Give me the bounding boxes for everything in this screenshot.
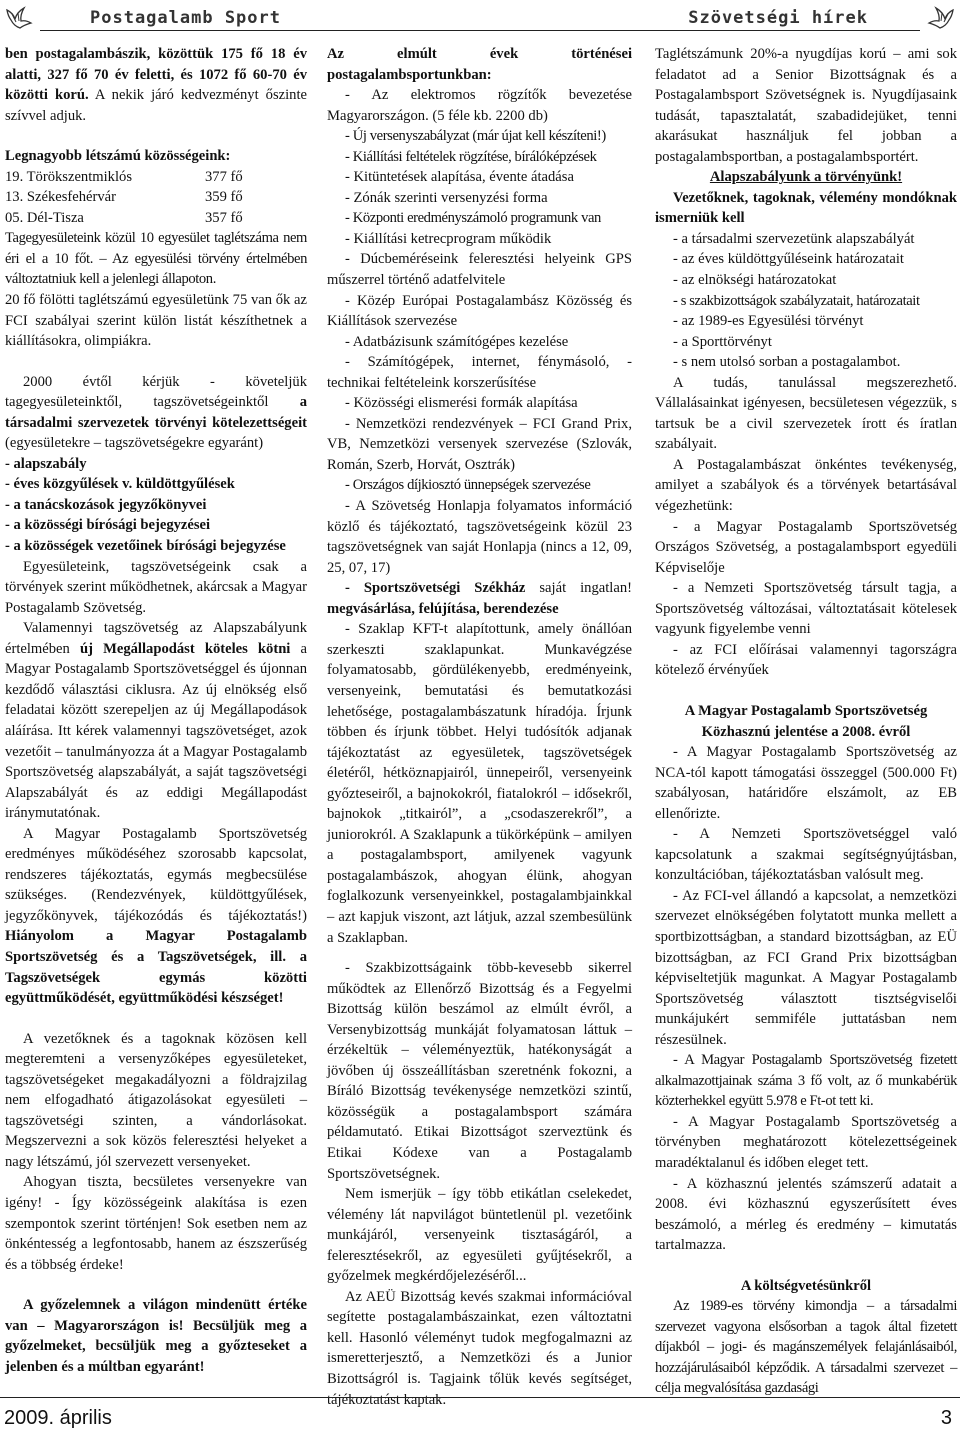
report-item: - A Magyar Postagalamb Sportszövetség fizetett alkalmazottjainak száma 3 fő volt, az ő munkabérük közterhekkel együtt 5.978 e Ft-ot tett ki. [655,1052,957,1110]
page-footer [0,1397,960,1435]
largest-communities-heading: Legnagyobb létszámú közösségeink: [5,148,231,165]
community-stat-row: 05. Dél-Tisza 357 fő [5,209,243,226]
fci-rules-item: - az FCI előírásai valamennyi tagországra kötelező érvényűek [655,641,957,679]
age-stats-text: ben postagalambászik, közöttük 175 fő 18 év alatti, 327 fő 70 év feletti, és 1072 fő 60-70 év közötti korú. [5,46,307,104]
column-1 [5,44,307,1377]
pigeon-logo-icon [4,4,34,34]
requirement-item: - a közösségi bírósági bejegyzései [5,517,211,534]
footer-rule [0,1397,960,1398]
issue-date: 2009. április [4,1407,112,1429]
committees-paragraph: - Szakbizottságaink több-kevesebb sikerrel működtek az Ellenőrző Bizottság és a Fegyelmi Bizottság külön beszámol az elmúlt évről, a Versenybizottság munkáját folyamatosan láttuk – érzékeltük – véleményeztük, hatékonyságát a jövőben új összeállításban szeretnénk fokozni, a Bíráló Bizottság tevékenysége nemzetközi szintű, közösségük a postagalambsport számára példamutató. Etikai Bizottságot szerveztünk és Etikai Kódexe van a Postagalamb Sportszövetségnek. [327,960,632,1182]
report-item: - A Magyar Postagalamb Sportszövetség az NCA-tól kapott támogatási összeggel (500.000 Ft) szabályosan, határidőre elszámolt, az EB ellenőrizte. [655,744,957,822]
sport-federation-item: - a Nemzeti Sportszövetség társult tagja, a Sportszövetség változásai, változtatásait kötelesek vagyunk figyelembe venni [655,580,957,638]
law-paragraph: Egyesületeink, tagszövetségeink csak a törvények szerint működhetnek, akárcsak a Magyar Postagalamb Szövetség. [5,558,307,616]
report-item: - A közhasznú jelentés számszerű adatait a 2008. évi közhasznú egyszerűsített éves beszámoló, a mérleg és eredmény – kimutatás tartalmazza. [655,1175,957,1254]
ethics-paragraph: Nem ismerjük – így több etikátlan cselekedet, vélemény lát napvilágot büntetlenül pl. vezetőink munkájáról, versenyeink tisztaságáról, a feleresztésekről, az egyesületi gyűjtésekről, a győzelmek megkérdőjelezéséről... [327,1186,632,1285]
event-item: - Számítógépek, internet, fénymásoló, - technikai feltételeink korszerűsítése [327,354,632,391]
event-item: - Országos díjkiosztó ünnepségek szervezése [345,477,591,494]
must-know-item: - s nem utolsó sorban a postagalambot. [673,354,901,371]
must-know-item: - az 1989-es Egyesülési törvényt [673,313,864,330]
column-3 [655,44,957,1399]
seniors-paragraph: Taglétszámunk 20%-a nyugdíjas korú – ami sok feladatot ad a Senior Bizottságnak és a Postagalambsport Szövetségnek is. Nyugdíjasaink tudását, tapasztalatát, szabadidejüket, tenni akarásukat használjuk fel jobban a postagalambsportban, a postagalambsportért. [655,46,957,165]
requirements-paragraph: 2000 évtől kérjük - követeljük tagegyesületeinktől, tagszövetségeinktől a társadalmi szervezetek törvényi kötelezettségeit (egyesületekre – tagszövetségekre egyaránt) [5,373,307,452]
event-item: - Kitüntetések alapítása, évente átadása [345,169,574,186]
magazine-title: Postagalamb Sport [90,8,281,28]
headquarters-item: - Sportszövetségi Székház saját ingatlan! megvásárlása, felújítása, berendezése [327,580,632,617]
aeu-paragraph: Az AEÜ Bizottság kevés szakmai információval segítette postagalambászainkat, ezen változtatni kell. Hasonló véleményt tudok megfogalmazni az ismeretterjesztő, a Nemzetközi és a Junior Bizottságról is. Tagjaink tőlük kevés segítséget, tájékoztatást kaptak. [327,1288,632,1408]
event-item: - A Szövetség Honlapja folyamatos információ közlő és tájékoztató, tagszövetségeink közül 23 tagszövetségnek van saját Honlapja (nincs a 12, 09, 25, 07, 17) [327,498,632,576]
page-header [0,0,960,38]
report-item: - A Nemzeti Sportszövetséggel való kapcsolatunk a szakmai segítségnyújtásban, konzultációban, tájékoztatásban valósult meg. [655,826,957,884]
budget-paragraph: Az 1989-es törvény kimondja – a társadalmi szervezet vagyona elsősorban a tagok által fizetett díjakból – jogi- és magánszemélyek felajánlásaiból, hozzájárulásaiból képződik. A társadalmi szervezet – célja megvalósítása gazdasági [655,1298,957,1397]
statute-heading: Alapszabályunk a törvényünk! [709,169,903,186]
requirement-item: - éves közgyűlések v. küldöttgyűlések [5,476,235,493]
must-know-item: - a társadalmi szervezetünk alapszabályát [673,230,915,247]
event-item: - Központi eredményszámoló programunk van [345,210,601,227]
must-know-item: - a Sporttörvényt [673,333,772,350]
requirement-item: - alapszabály [5,455,87,472]
agreement-paragraph: Valamennyi tagszövetség az Alapszabályunk értelmében új Megállapodást köteles kötni a Magyar Postagalamb Sportszövetséggel és újonnan kezdődő választási ciklusra. Az új elnökség első feladatai között szerepeljen az új Megállapodások aláírása. Itt kérek valamennyi tagszövetséget, azok vezetőit – tanulmányozza át a Magyar Postagalamb Sportszövetség alapszabályát, a saját tagszövetségi Alapszabályát és az eddigi Megállapodást iránymutatónak. [5,620,307,822]
column-2 [327,44,632,1410]
event-item: - Az elektromos rögzítők bevezetése Magyarországon. (5 féle kb. 2200 db) [327,87,632,124]
fair-races-paragraph: Ahogyan tiszta, becsületes versenyekre van igény! - Így közösségeink alakítása is ezen szempontok szerint történjen! Sok esetben nem az önkéntesség a legfontosabb, hanem az észszerűség és a többség érdeke! [5,1174,307,1273]
journal-paragraph: - Szaklap KFT-t alapítottunk, amely önállóan szerkeszti szaklapunkat. Munkavégzése folyamatosabb, gördülékenyebb, eredményeink, versenyeink, bemutatási és bemutatkozási lehetősége, postagalambászatunk híradója. Írjunk többen és írjunk többet. Helyi tudósítók adjanak tájékoztatást az egyesületek, tagszövetségek életéről, hétköznapjairól, ünnepeiről, versenyeink győzteseiről, a bajnokokról, fiatalokról – idősekről, bajnokok „titkairól”, a „csodaszerekről”, a juniorokról. A Szaklapunk a tükörképünk – amilyen a postagalambsport, amilyenek vagyunk postagalambászok, ahogyan élünk, ahogyan foglalkozunk versenyeinkkel, postagalambjainkkal – azt kapjuk viszont, azt látjuk, azzal szembesülünk a Szaklapban. [327,621,632,946]
community-stat-row: 13. Székesfehérvár 359 fő [5,189,243,206]
event-item: - Dúcbeméréseink feleresztési helyeink GPS műszerrel történő adatfelvitele [327,251,632,289]
event-item: - Adatbázisunk számítógépes kezelése [345,333,569,350]
national-federation-item: - a Magyar Postagalamb Sportszövetség Országos Szövetség, a postagalambsport egyedüli Képviselője [655,518,957,576]
event-item: - Kiállítási feltételek rögzítése, bírálóképzések [345,148,597,165]
event-item: - Közösségi elismerési formák alapítása [345,395,578,412]
report-item: - A Magyar Postagalamb Sportszövetség a törvényben meghatározott kötelezettségeinek maradéktalanul és időben eleget tett. [655,1113,957,1171]
requirement-item: - a közösségek vezetőinek bírósági bejegyzése [5,538,286,555]
report-item: - Az FCI-vel állandó a kapcsolat, a nemzetközi szervezet elnökségében folytatott munka mellett a sportbizottságban, a standard bizottságban, az EÜ bizottságban, az FCI Grand Prix bizottságban képviseltetjük magunkat. A Magyar Postagalamb Sportszövetség választott tisztségviselői munkájukért semmiféle juttatásban nem részesülnek. [655,887,957,1048]
header-rule [40,30,920,31]
must-know-item: - az elnökségi határozatokat [673,272,837,289]
public-benefit-heading: A Magyar Postagalamb Sportszövetség Közhasznú jelentése a 2008. évről [684,702,928,740]
budget-heading: A költségvetésünkről [740,1277,872,1294]
must-know-item: - s szakbizottságok szabályzatait, határozatait [673,292,920,309]
requirement-item: - a tanácskozások jegyzőkönyvei [5,496,207,513]
benefit-text: A nekik járó kedvezményt őszinte szívvel adjuk. [5,87,308,124]
event-item: - Új versenyszabályzat (már újat kell készíteni!) [345,128,606,145]
event-item: - Zónák szerinti versenyzési forma [345,189,548,206]
voluntary-paragraph: A Postagalambászat önkéntes tevékenység, amilyet a szabályok és a törvények betartásával végezhetünk: [655,456,957,515]
must-know-heading: Vezetőknek, tagoknak, vélemény mondóknak ismerniük kell [655,189,957,227]
community-stat-row: 19. Törökszentmiklós 377 fő [5,168,243,185]
event-item: - Kiállítási ketrecprogram működik [345,230,552,247]
section-title: Szövetségi hírek [688,8,868,28]
event-item: - Közép Európai Postagalambász Közösség és Kiállítások szervezése [327,292,632,330]
past-years-heading: Az elmúlt évek történései postagalambsportunkban: [327,46,632,83]
small-clubs-paragraph: Tagegyesületeink közül 10 egyesület taglétszáma nem éri el a 10 főt. – Az egyesülési törvény értelmében változtatniuk kell a jelenlegi állapoton. [5,230,307,288]
page-number: 3 [940,1407,952,1429]
pigeon-logo-icon [926,4,956,34]
event-item: - Nemzetközi rendezvények – FCI Grand Prix, VB, Nemzetközi versenyek szervezése (Szlovák, Román, Szerb, Horvát, Osztrák) [327,415,632,473]
victory-paragraph: A győzelemnek a világon mindenütt értéke van – Magyarországon is! Becsüljük meg a győzelmeket, becsüljük meg a győzteseket a jelenben és a múltban egyaránt! [5,1297,307,1375]
must-know-item: - az éves küldöttgyűléseink határozatait [673,251,904,268]
leaders-paragraph: A vezetőknek és a tagoknak közösen kell megteremteni a versenyzőképes egyesületeket, tagszövetségeket megakadályozni a földrajzilag nem elfogadható átigazolásokat egyesületi – tagszövetségi szinten, a vándorlásokat. Megszervezni a sok közös feleresztési helyeket a nagy létszámú, jól szervezett versenyeket. [5,1030,307,1170]
knowledge-paragraph: A tudás, tanulással megszerezhető. Vállalásainkat igényesen, becsületesen végezzük, s tartsuk be a civil szervezetek írott és íratlan szabályait. [655,374,957,453]
intro-paragraph [5,44,307,126]
cooperation-paragraph: A Magyar Postagalamb Sportszövetség eredményes működéséhez szorosabb kapcsolat, rendszeres tájékoztatás, egymás megbecsülése szükséges. (Rendezvények, küldöttgyűlések, jegyzőkönyvek, tájékozódás és tájékoztatás!) Hiányolom a Magyar Postagalamb Sportszövetség és a Tagszövetségek, ill. a Tagszövetségek egymás közötti együttműködését, együttműködési készséget! [5,825,307,1007]
fci-paragraph: 20 fő fölötti taglétszámú egyesületünk 75 van ők az FCI szabályai szerint külön listát készíthetnek a kiállításokra, olimpiákra. [5,292,307,350]
